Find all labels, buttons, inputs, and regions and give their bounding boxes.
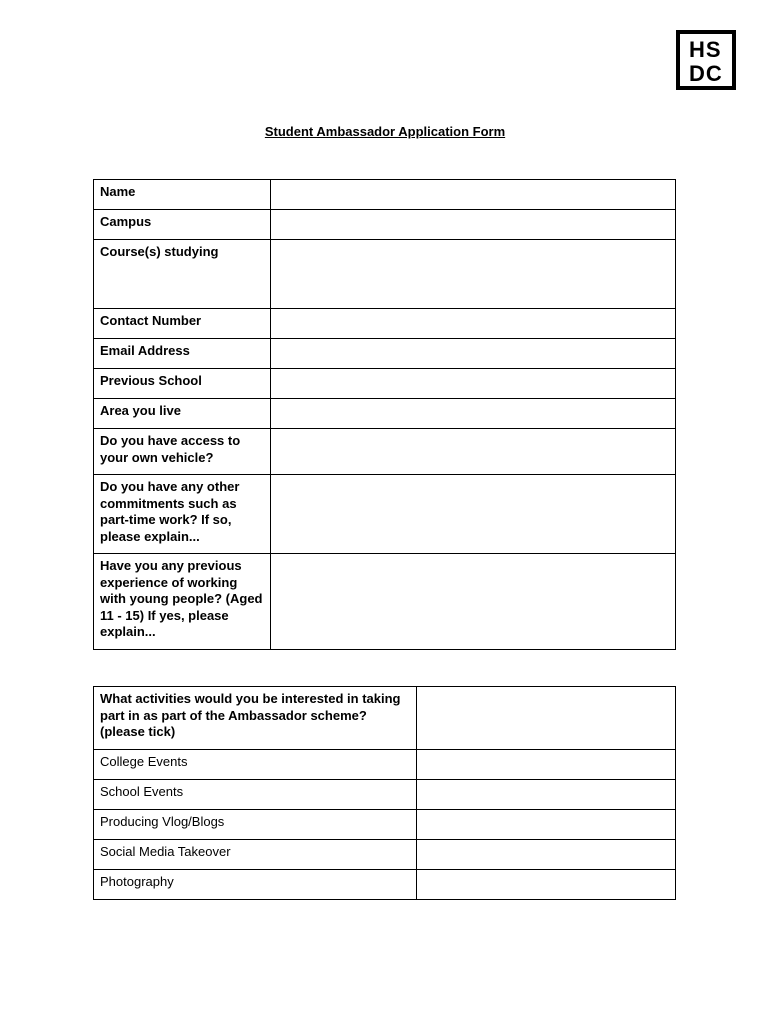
table-row [94,750,676,780]
field-input-vehicle[interactable] [271,429,676,475]
table-row [94,810,676,840]
personal-details-table [93,179,676,650]
table-row [94,870,676,900]
table-row [94,475,676,554]
activity-tick-vlog-blogs[interactable] [417,810,676,840]
table-row [94,429,676,475]
activity-tick-college-events[interactable] [417,750,676,780]
hsdc-logo [676,30,736,90]
activity-label-college-events: College Events [94,750,417,780]
field-label-email: Email Address [94,339,271,369]
field-label-name: Name [94,180,271,210]
table-row [94,399,676,429]
field-label-area: Area you live [94,399,271,429]
table-row [94,780,676,810]
table-row [94,554,676,650]
activity-tick-social-media[interactable] [417,840,676,870]
table-row [94,840,676,870]
form-title: Student Ambassador Application Form [264,124,506,139]
field-input-courses[interactable] [271,240,676,309]
activities-header-cell [417,687,676,750]
activities-table [93,686,676,900]
table-row [94,339,676,369]
field-input-area[interactable] [271,399,676,429]
table-row [94,309,676,339]
activity-label-social-media: Social Media Takeover [94,840,417,870]
field-label-previous-school: Previous School [94,369,271,399]
field-label-experience: Have you any previous experience of working with young people? (Aged 11 - 15) If yes, please explain... [94,554,271,650]
field-label-campus: Campus [94,210,271,240]
field-label-commitments: Do you have any other commitments such as part-time work? If so, please explain... [94,475,271,554]
logo-text-line2: DC [689,61,723,86]
field-label-vehicle: Do you have access to your own vehicle? [94,429,271,475]
table-row [94,240,676,309]
field-input-contact-number[interactable] [271,309,676,339]
table-row [94,687,676,750]
activity-label-school-events: School Events [94,780,417,810]
field-input-email[interactable] [271,339,676,369]
activity-tick-photography[interactable] [417,870,676,900]
field-input-campus[interactable] [271,210,676,240]
field-input-experience[interactable] [271,554,676,650]
field-input-previous-school[interactable] [271,369,676,399]
activities-question: What activities would you be interested in taking part in as part of the Ambassador scheme? (please tick) [94,687,417,750]
field-input-commitments[interactable] [271,475,676,554]
table-row [94,369,676,399]
logo-text-line1: HS [689,37,722,62]
activity-tick-school-events[interactable] [417,780,676,810]
field-input-name[interactable] [271,180,676,210]
table-row [94,210,676,240]
field-label-courses: Course(s) studying [94,240,271,309]
activity-label-vlog-blogs: Producing Vlog/Blogs [94,810,417,840]
activity-label-photography: Photography [94,870,417,900]
table-row [94,180,676,210]
field-label-contact-number: Contact Number [94,309,271,339]
